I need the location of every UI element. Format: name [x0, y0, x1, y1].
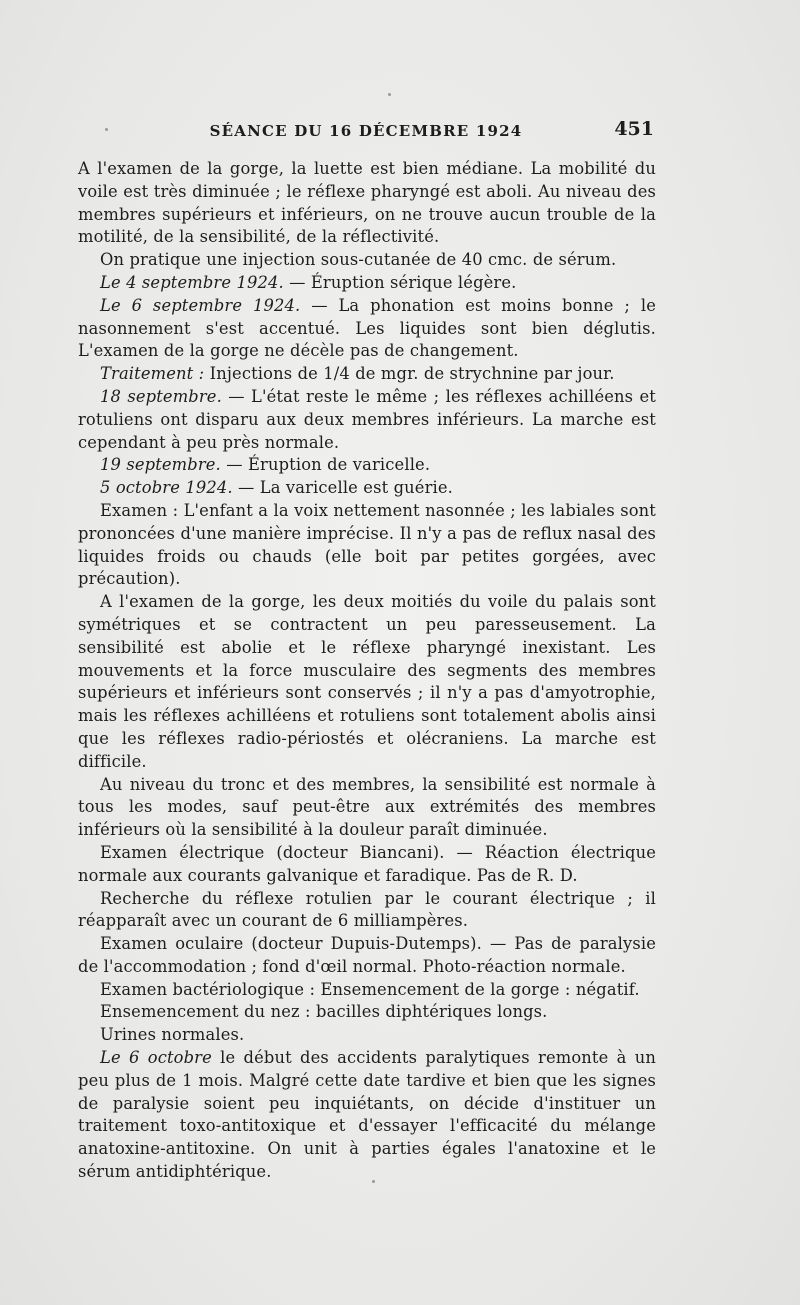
paragraph	[78, 295, 656, 363]
paragraph-text: — La varicelle est guérie.	[232, 478, 453, 498]
paragraph	[78, 1047, 656, 1184]
paragraph: Recherche du réflexe rotulien par le courant électrique ; il réapparaît avec un courant de 6 milliampères.	[78, 888, 656, 931]
paragraph: Ensemencement du nez : bacilles diphtériques longs.	[100, 1002, 548, 1022]
page-header	[78, 118, 654, 148]
running-head: SÉANCE DU 16 DÉCEMBRE 1924	[209, 122, 523, 140]
paragraph: Examen : L'enfant a la voix nettement nasonnée ; les labiales sont prononcées d'une manière imprécise. Il n'y a pas de reflux nasal des liquides froids ou chauds (elle boit par petites gorgées, avec précaution).	[78, 500, 656, 589]
page-number: 451	[614, 118, 654, 140]
paragraph	[78, 386, 656, 454]
date-label: Le 6 septembre 1924.	[100, 295, 301, 315]
paragraph: On pratique une injection sous-cutanée de 40 cmc. de sérum.	[100, 250, 617, 270]
paragraph-text: le début des accidents paralytiques remonte à un peu plus de 1 mois. Malgré cette date tardive et bien que les signes de paralysie soient peu inquiétants, on décide d'instituer un traitement toxo-antitoxique et d'essayer l'efficacité du mélange anatoxine-antitoxine. On unit à parties égales l'anatoxine et le sérum antidiphtérique.	[78, 1048, 657, 1182]
paragraph	[78, 363, 656, 386]
paper-speck	[388, 93, 391, 96]
paragraph-text: — Éruption de varicelle.	[220, 455, 431, 475]
paper-speck	[105, 128, 108, 131]
date-label: 5 octobre 1924.	[100, 478, 233, 498]
paragraph	[78, 454, 656, 477]
paragraph	[78, 272, 656, 295]
paragraph: Au niveau du tronc et des membres, la sensibilité est normale à tous les modes, sauf peut-être aux extrémités des membres inférieurs où la sensibilité à la douleur paraît diminuée.	[78, 774, 656, 840]
paragraph: Examen oculaire (docteur Dupuis-Dutemps). — Pas de paralysie de l'accommodation ; fond d'œil normal. Photo-réaction normale.	[78, 934, 656, 976]
paragraph: Urines normales.	[100, 1025, 245, 1045]
paragraph-text: — Éruption sérique légère.	[283, 272, 517, 292]
date-label: Le 4 septembre 1924.	[100, 272, 284, 292]
date-label: Le 6 octobre	[100, 1048, 212, 1068]
paragraph-text: — L'état reste le même ; les réflexes achilléens et rotuliens ont disparu aux deux membres inférieurs. La marche est cependant à peu près normale.	[78, 386, 657, 452]
paragraph-text: Injections de 1/4 de mgr. de strychnine par jour.	[204, 364, 615, 384]
paragraph: Examen bactériologique : Ensemencement de la gorge : négatif.	[100, 979, 640, 999]
paragraph: A l'examen de la gorge, les deux moitiés du voile du palais sont symétriques et se contractent un peu paresseusement. La sensibilité est abolie et le réflexe pharyngé inexistant. Les mouvements et la force musculaire des segments des membres supérieurs et inférieurs sont conservés ; il n'y a pas d'amyotrophie, mais les réflexes achilléens et rotuliens sont totalement abolis ainsi que les réflexes radio-périostés et olécraniens. La marche est difficile.	[78, 592, 656, 771]
body-text	[78, 158, 656, 1184]
treatment-label: Traitement :	[100, 364, 205, 384]
date-label: 19 septembre.	[100, 455, 221, 475]
paper-speck	[372, 1180, 375, 1183]
paragraph: A l'examen de la gorge, la luette est bien médiane. La mobilité du voile est très diminuée ; le réflexe pharyngé est aboli. Au niveau des membres supérieurs et inférieurs, on ne trouve aucun trouble de la motilité, de la sensibilité, de la réflectivité.	[78, 159, 656, 247]
paragraph-text: — La phonation est moins bonne ; le nasonnement s'est accentué. Les liquides sont bien déglutis. L'examen de la gorge ne décèle pas de changement.	[78, 295, 656, 361]
date-label: 18 septembre.	[100, 386, 222, 406]
paragraph: Examen électrique (docteur Biancani). — Réaction électrique normale aux courants galvanique et faradique. Pas de R. D.	[78, 842, 656, 885]
paragraph	[78, 477, 656, 500]
